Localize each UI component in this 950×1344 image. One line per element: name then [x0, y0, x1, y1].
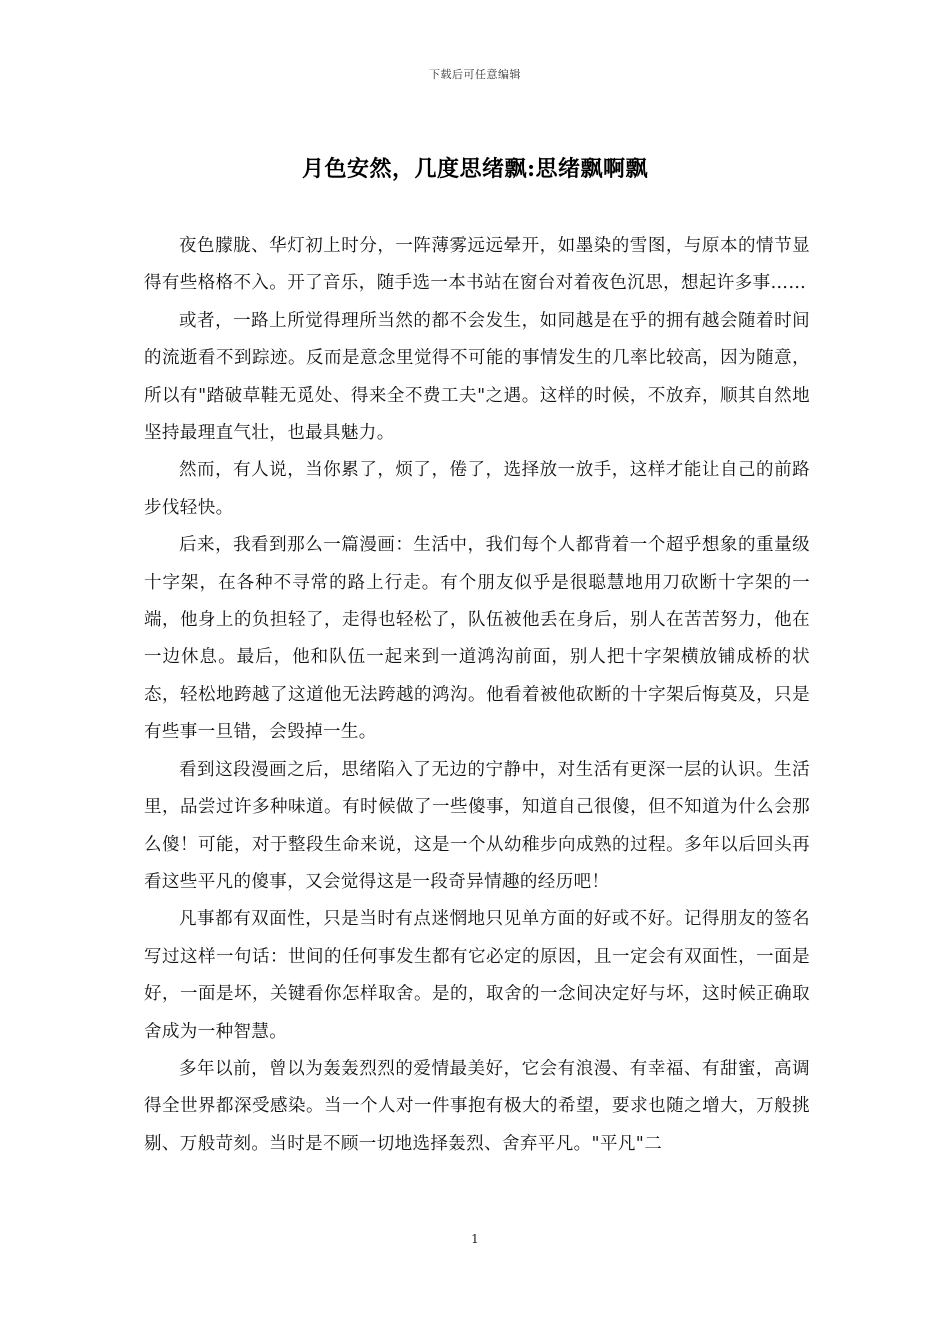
document-title: 月色安然，几度思绪飘:思绪飘啊飘: [301, 156, 649, 182]
paragraph-4: 后来，我看到那么一篇漫画：生活中，我们每个人都背着一个超乎想象的重量级十字架，在各种不寻常的路上行走。有个朋友似乎是很聪慧地用刀砍断十字架的一端，他身上的负担轻了，走得也轻松了，队伍被他丢在身后，别人在苦苦努力，他在一边休息。最后，他和队伍一起来到一道鸿沟前面，别人把十字架横放铺成桥的状态，轻松地跨越了这道他无法跨越的鸿沟。他看着被他砍断的十字架后悔莫及，只是有些事一旦错，会毁掉一生。: [144, 535, 810, 743]
header-note: 下载后可任意编辑: [429, 68, 521, 81]
paragraph-6: 凡事都有双面性，只是当时有点迷惘地只见单方面的好或不好。记得朋友的签名写过这样一句话：世间的任何事发生都有它必定的原因，且一定会有双面性，一面是好，一面是坏，关键看你怎样取舍。是的，取舍的一念间决定好与坏，这时候正确取舍成为一种智慧。: [144, 909, 810, 1042]
paragraph-7: 多年以前，曾以为轰轰烈烈的爱情最美好，它会有浪漫、有幸福、有甜蜜，高调得全世界都深受感染。当一个人对一件事抱有极大的希望，要求也随之增大，万般挑剔、万般苛刻。当时是不顾一切地选择轰烈、舍弃平凡。"平凡"二: [144, 1058, 810, 1154]
paragraph-2: 或者，一路上所觉得理所当然的都不会发生，如同越是在乎的拥有越会随着时间的流逝看不到踪迹。反而是意念里觉得不可能的事情发生的几率比较高，因为随意，所以有"踏破草鞋无觅处、得来全不费工夫"之遇。这样的时候，不放弃，顺其自然地坚持最理直气壮，也最具魅力。: [144, 310, 810, 444]
paragraph-3: 然而，有人说，当你累了，烦了，倦了，选择放一放手，这样才能让自己的前路步伐轻快。: [144, 460, 810, 518]
paragraph-1: 夜色朦胧、华灯初上时分，一阵薄雾远远晕开，如墨染的雪图，与原本的情节显得有些格格不入。开了音乐，随手选一本书站在窗台对着夜色沉思，想起许多事……: [144, 236, 810, 294]
paragraph-5: 看到这段漫画之后，思绪陷入了无边的宁静中，对生活有更深一层的认识。生活里，品尝过许多种味道。有时候做了一些傻事，知道自己很傻，但不知道为什么会那么傻！可能，对于整段生命来说，这是一个从幼稚步向成熟的过程。多年以后回头再看这些平凡的傻事，又会觉得这是一段奇异情趣的经历吧！: [144, 759, 810, 892]
page-number: 1: [471, 1232, 479, 1246]
document-body: [144, 228, 810, 1163]
